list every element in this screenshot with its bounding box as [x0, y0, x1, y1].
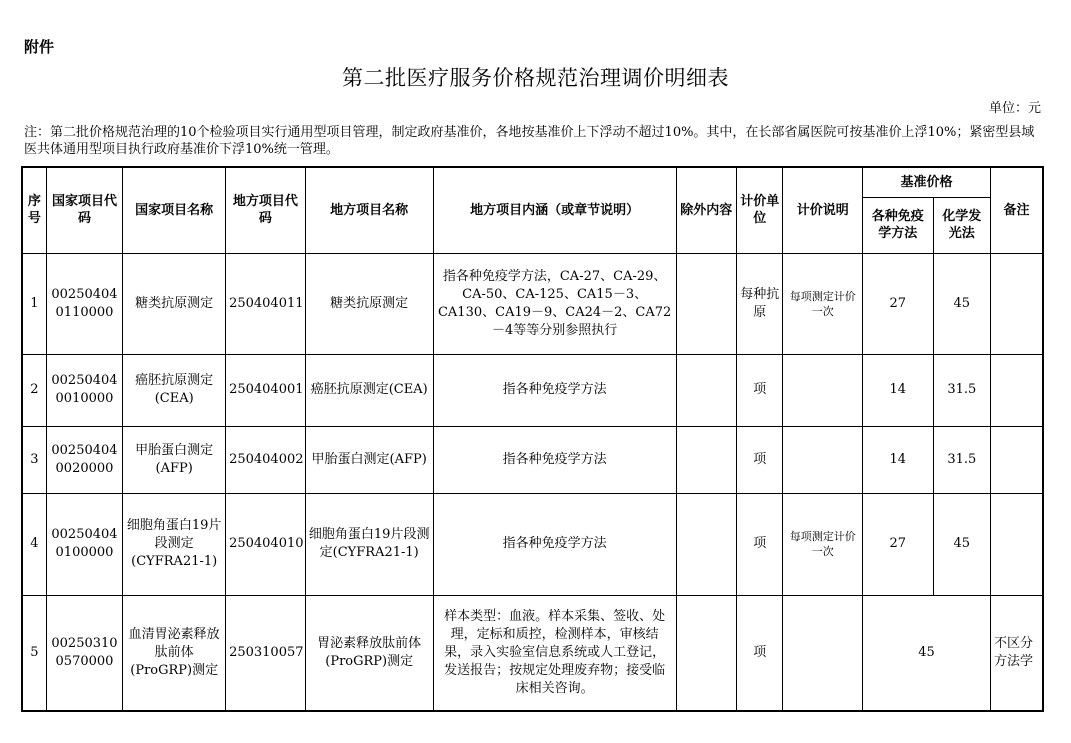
cell-pricing-note: [783, 426, 863, 493]
cell-local-name: 细胞角蛋白19片段测定(CYFRA21-1): [305, 493, 433, 595]
table-row: [22, 426, 1043, 493]
header-base-price: 基准价格: [863, 167, 991, 197]
cell-seq: 5: [22, 595, 46, 711]
header-seq: 序号: [22, 167, 46, 253]
cell-exclusion: [676, 493, 736, 595]
cell-content: 指各种免疫学方法: [433, 493, 676, 595]
cell-national-code: 00250404 0010000: [46, 354, 123, 426]
cell-national-code: 00250404 0020000: [46, 426, 123, 493]
cell-unit: 项: [737, 595, 783, 711]
unit-label: 单位：元: [988, 101, 1041, 116]
table-note: 注：第二批价格规范治理的10个检验项目实行通用型项目管理，制定政府基准价，各地按基准价上下浮动不超过10%。其中，在长部省属医院可按基准价上浮10%；紧密型县域医共体通用型项目执行政府基准价下浮10%统一管理。: [24, 125, 1035, 157]
header-pricing-note: 计价说明: [783, 167, 863, 253]
cell-chemilum-price: 45: [933, 493, 990, 595]
header-remark: 备注: [991, 167, 1043, 253]
cell-unit: 项: [737, 493, 783, 595]
cell-national-name: 癌胚抗原测定(CEA): [123, 354, 226, 426]
attachment-label: 附件: [24, 38, 55, 56]
cell-content: 指各种免疫学方法，CA-27、CA-29、CA-50、CA-125、CA15－3、CA130、CA19－9、CA24－2、CA72－4等等分别参照执行: [433, 253, 676, 354]
cell-remark: [991, 354, 1043, 426]
cell-content: 指各种免疫学方法: [433, 354, 676, 426]
cell-remark: [991, 493, 1043, 595]
cell-chemilum-price: 31.5: [933, 354, 990, 426]
cell-national-name: 甲胎蛋白测定(AFP): [123, 426, 226, 493]
table-row: [22, 493, 1043, 595]
table-row: [22, 354, 1043, 426]
table-row: [22, 595, 1043, 711]
cell-seq: 2: [22, 354, 46, 426]
cell-local-name: 糖类抗原测定: [305, 253, 433, 354]
cell-national-name: 血清胃泌素释放肽前体(ProGRP)测定: [123, 595, 226, 711]
cell-national-code: 00250404 0100000: [46, 493, 123, 595]
cell-exclusion: [676, 426, 736, 493]
page-title: 第二批医疗服务价格规范治理调价明细表: [342, 66, 729, 90]
cell-immuno-price: 27: [863, 253, 934, 354]
cell-chemilum-price: 45: [933, 253, 990, 354]
header-chemilum: 化学发光法: [933, 197, 990, 253]
cell-local-code: 250404011: [226, 253, 306, 354]
cell-seq: 4: [22, 493, 46, 595]
cell-immuno-price: 27: [863, 493, 934, 595]
price-table: [21, 166, 1044, 712]
cell-national-code: 00250310 0570000: [46, 595, 123, 711]
cell-national-name: 细胞角蛋白19片段测定(CYFRA21-1): [123, 493, 226, 595]
header-national-code: 国家项目代码: [46, 167, 123, 253]
cell-national-code: 00250404 0110000: [46, 253, 123, 354]
cell-seq: 3: [22, 426, 46, 493]
table-row: [22, 253, 1043, 354]
cell-immuno-price: 14: [863, 354, 934, 426]
cell-immuno-price: 14: [863, 426, 934, 493]
cell-local-name: 癌胚抗原测定(CEA): [305, 354, 433, 426]
cell-content: 样本类型：血液。样本采集、签收、处理，定标和质控，检测样本，审核结果，录入实验室信息系统或人工登记，发送报告；按规定处理废弃物；接受临床相关咨询。: [433, 595, 676, 711]
cell-pricing-note: [783, 354, 863, 426]
cell-unit: 项: [737, 354, 783, 426]
cell-exclusion: [676, 354, 736, 426]
cell-seq: 1: [22, 253, 46, 354]
cell-unit: 每种抗原: [737, 253, 783, 354]
header-national-name: 国家项目名称: [123, 167, 226, 253]
cell-unit: 项: [737, 426, 783, 493]
cell-remark: [991, 426, 1043, 493]
cell-local-code: 250310057: [226, 595, 306, 711]
cell-chemilum-price: 31.5: [933, 426, 990, 493]
header-local-code: 地方项目代码: [226, 167, 306, 253]
cell-local-code: 250404001: [226, 354, 306, 426]
header-immuno: 各种免疫学方法: [863, 197, 934, 253]
cell-national-name: 糖类抗原测定: [123, 253, 226, 354]
header-exclusion: 除外内容: [676, 167, 736, 253]
cell-pricing-note: 每项测定计价一次: [783, 253, 863, 354]
cell-local-code: 250404010: [226, 493, 306, 595]
cell-pricing-note: 每项测定计价一次: [783, 493, 863, 595]
cell-pricing-note: [783, 595, 863, 711]
cell-exclusion: [676, 253, 736, 354]
cell-content: 指各种免疫学方法: [433, 426, 676, 493]
cell-remark: 不区分方法学: [991, 595, 1043, 711]
cell-local-code: 250404002: [226, 426, 306, 493]
header-content: 地方项目内涵（或章节说明）: [433, 167, 676, 253]
cell-local-name: 胃泌素释放肽前体(ProGRP)测定: [305, 595, 433, 711]
cell-merged-price: 45: [863, 595, 991, 711]
cell-local-name: 甲胎蛋白测定(AFP): [305, 426, 433, 493]
cell-remark: [991, 253, 1043, 354]
header-local-name: 地方项目名称: [305, 167, 433, 253]
header-unit: 计价单位: [737, 167, 783, 253]
cell-exclusion: [676, 595, 736, 711]
